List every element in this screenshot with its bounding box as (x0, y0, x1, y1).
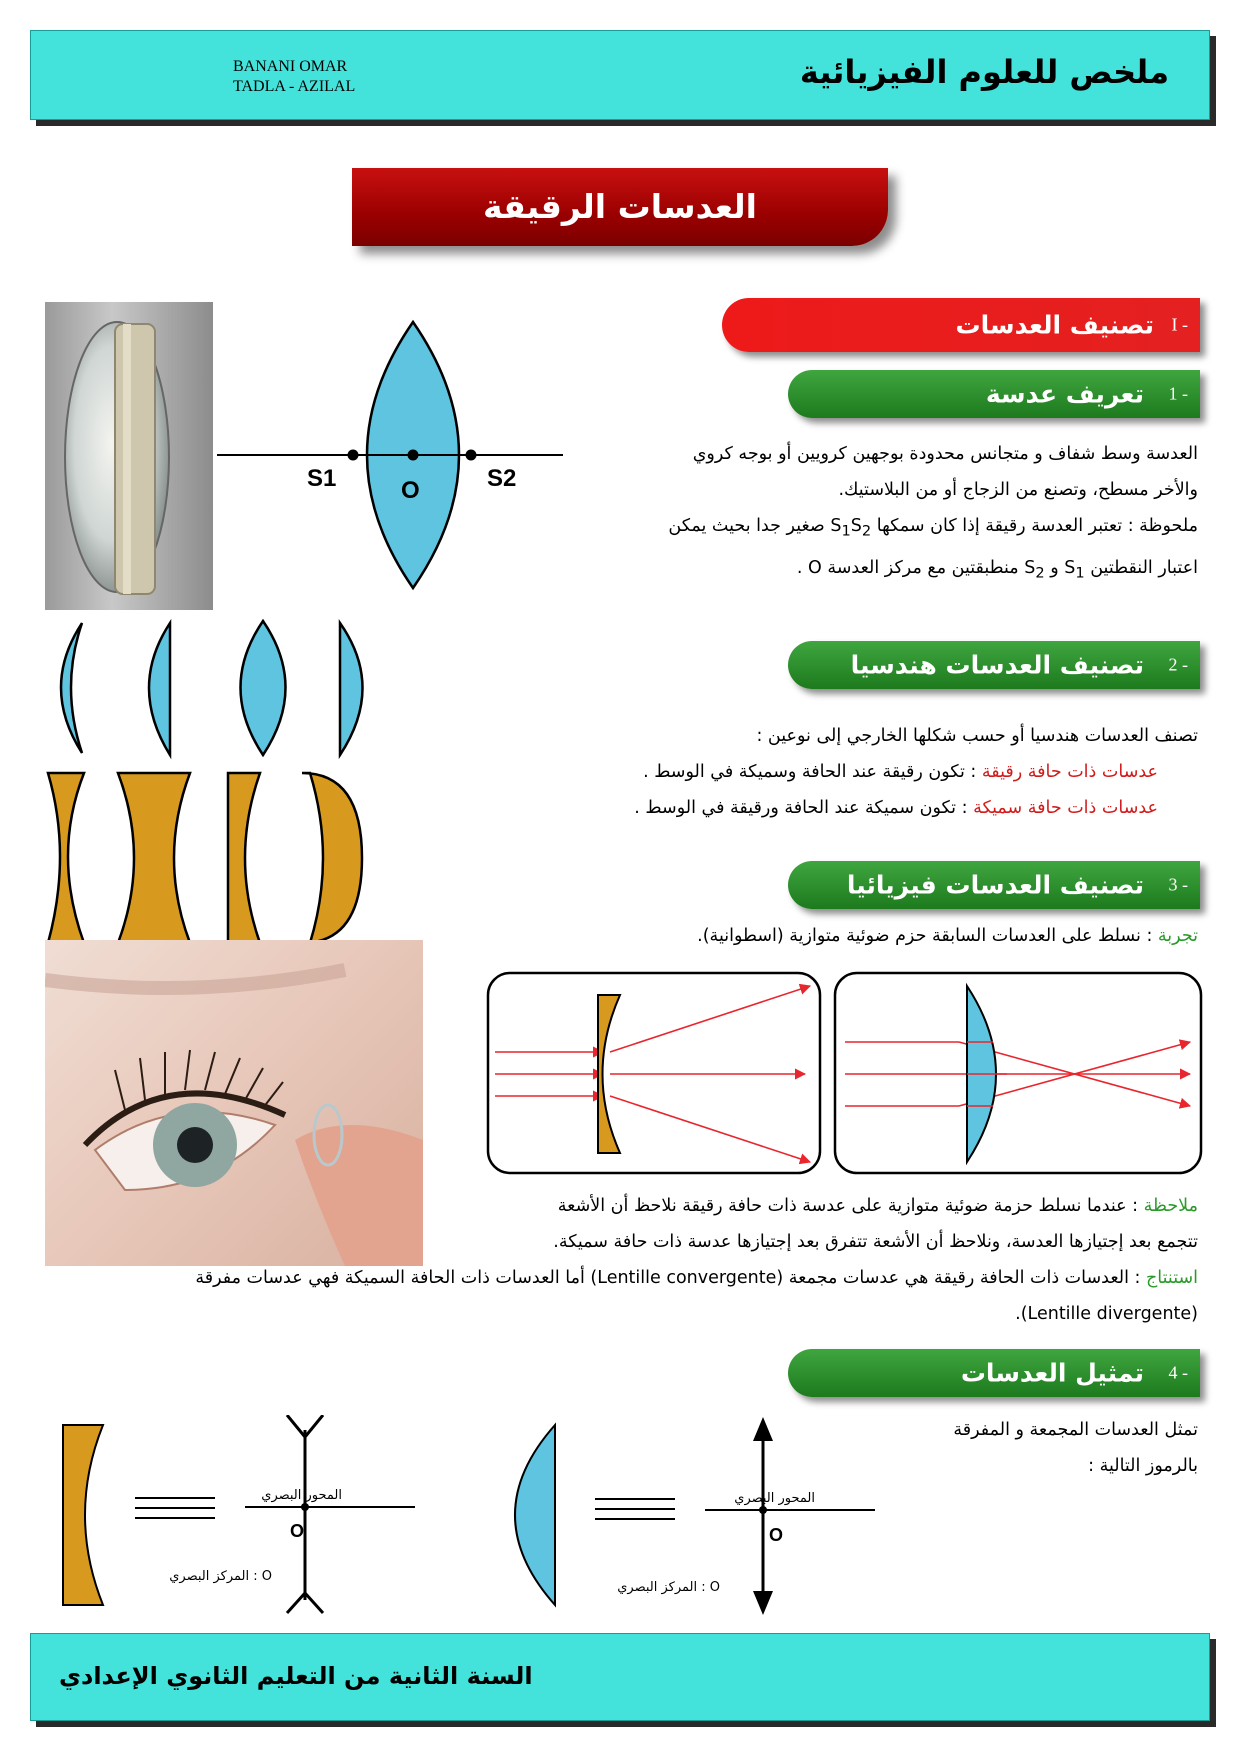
note-text: اعتبار النقطتين (1090, 557, 1198, 578)
lesson-title: العدسات الرقيقة (352, 168, 888, 246)
center-label: O (290, 1521, 305, 1541)
lens-diagram (215, 318, 565, 594)
experiment-diagrams (485, 970, 1205, 1176)
equivalence-symbol (135, 1498, 215, 1518)
lens-symbols-diagram (55, 1415, 895, 1615)
geometric-paragraph (634, 718, 1198, 826)
experiment-label: تجربة (1157, 926, 1198, 946)
plano-convex-lens-right (340, 623, 363, 755)
subsection-title: تمثيل العدسات (960, 1358, 1144, 1388)
observation-paragraph (195, 1188, 1198, 1332)
symbol-subscript: 2 (861, 522, 872, 540)
subsection-number: 1 - (1168, 383, 1188, 404)
subsection-title: تعريف عدسة (985, 379, 1144, 409)
optical-center-label: O : المركز البصري (617, 1580, 720, 1595)
conclusion-line (195, 1260, 1198, 1296)
point-s1 (1064, 557, 1085, 581)
thick-edge-desc: : تكون سميكة عند الحافة ورقيقة في الوسط . (634, 798, 974, 818)
center-o-dot (408, 450, 419, 461)
subsection-number: 3 - (1168, 874, 1188, 895)
meniscus-converging-lens (61, 623, 82, 753)
subsection-heading-physical (788, 861, 1200, 909)
subsection-title: تصنيف العدسات فيزيائيا (846, 870, 1144, 900)
lens-photo (45, 302, 213, 610)
converging-lens-real (515, 1425, 555, 1605)
experiment-text: : نسلط على العدسات السابقة حزم ضوئية متوازية (اسطوانية). (697, 926, 1158, 946)
subsection-number: 2 - (1168, 654, 1188, 675)
subsection-number: 4 - (1168, 1362, 1188, 1383)
label-s1: S1 (307, 465, 337, 492)
meniscus-diverging-lens (48, 773, 84, 943)
symbol-s: S (1024, 557, 1036, 578)
thin-edge-label: عدسات ذات حافة رقيقة (981, 762, 1158, 782)
note-text: صغير جدا بحيث يمكن (668, 516, 825, 536)
section-number: I - (1171, 314, 1188, 335)
thin-lens-note-line (668, 550, 1198, 592)
thin-edge-desc: : تكون رقيقة عند الحافة وسميكة في الوسط . (643, 762, 982, 782)
subsection-heading-representation (788, 1349, 1200, 1397)
symbol-s: S (850, 516, 862, 536)
plano-concave-lens (228, 773, 260, 943)
symbol-subscript: 2 (1035, 564, 1045, 581)
page-title: ملخص للعلوم الفيزيائية (799, 53, 1169, 91)
definition-paragraph (668, 436, 1198, 591)
conclusion-line: (Lentille divergente). (1015, 1304, 1198, 1324)
footer-text: السنة الثانية من التعليم الثانوي الإعدادي (59, 1662, 533, 1690)
lens-shapes-grid (40, 615, 390, 965)
definition-line: العدسة وسط شفاف و متجانس محدودة بوجهين كرويين أو بوجه كروي (692, 444, 1198, 464)
observation-text: : عندما نسلط حزمة ضوئية متوازية على عدسة ذات حافة رقيقة نلاحظ أن الأشعة (557, 1196, 1144, 1216)
conclusion-label: استنتاج (1146, 1268, 1198, 1288)
section-title: تصنيف العدسات (955, 310, 1154, 340)
plano-convex-lens (149, 623, 170, 755)
optical-center-label: O : المركز البصري (169, 1569, 272, 1584)
symbol-s: S (830, 516, 842, 536)
symbol-s: S (1064, 557, 1076, 578)
label-s2: S2 (487, 465, 517, 492)
subsection-title: تصنيف العدسات هندسيا (850, 650, 1144, 680)
header-banner (30, 30, 1210, 120)
footer-banner (30, 1633, 1210, 1721)
symbol-subscript: 1 (841, 522, 851, 540)
author-block (233, 57, 355, 97)
observation-label: ملاحظة (1143, 1196, 1198, 1216)
subsection-heading-definition (788, 370, 1200, 418)
note-text: ملحوظة : تعتبر العدسة رقيقة إذا كان سمكها (876, 516, 1198, 536)
observation-line (195, 1188, 1198, 1224)
lens-photo-drawing (45, 302, 213, 610)
optical-axis-label: المحور البصري (261, 1488, 342, 1503)
thickness-symbol (830, 516, 872, 540)
equivalence-symbol (595, 1499, 675, 1519)
center-label: O (769, 1525, 784, 1545)
geometric-intro: تصنف العدسات هندسيا أو حسب شكلها الخارجي إلى نوعين : (756, 726, 1198, 746)
author-name: BANANI OMAR (233, 58, 348, 75)
conclusion-text: : العدسات ذات الحافة رقيقة هي عدسات مجمعة (Lentille convergente) أما العدسات ذات الحافة السميكة فهي عدسات مفرقة (195, 1268, 1146, 1288)
thick-edge-item (634, 790, 1198, 826)
author-location: TADLA - AZILAL (233, 78, 356, 95)
thin-edge-item (634, 754, 1198, 790)
representation-paragraph (953, 1412, 1198, 1484)
point-s1-dot (348, 450, 359, 461)
symbol-subscript: 1 (1075, 564, 1085, 581)
note-text: و (1050, 557, 1059, 578)
representation-line: تمثل العدسات المجمعة و المفرقة (953, 1420, 1198, 1440)
representation-line: بالرموز التالية : (1088, 1456, 1198, 1476)
observation-line: تتجمع بعد إجتيازها العدسة، ونلاحظ أن الأشعة تتفرق بعد إجتيازها عدسة ذات حافة سميكة. (553, 1232, 1198, 1252)
label-o: O (401, 477, 420, 504)
section-heading-classification (722, 298, 1200, 352)
biconvex-lens (241, 621, 286, 755)
thin-lens-note-line (668, 508, 1198, 550)
point-s2 (1024, 557, 1045, 581)
diverging-experiment-box (488, 973, 820, 1173)
point-s2-dot (466, 450, 477, 461)
biconcave-lens (118, 773, 190, 943)
note-text: منطبقتين مع مركز العدسة O . (796, 557, 1019, 578)
diverging-lens-real (63, 1425, 103, 1605)
thick-edge-label: عدسات ذات حافة سميكة (973, 798, 1158, 818)
converging-experiment-box (835, 973, 1201, 1173)
converging-lens-symbol (705, 1417, 875, 1615)
subsection-heading-geometric (788, 641, 1200, 689)
meniscus-diverging-lens-right (302, 773, 362, 943)
experiment-line (697, 918, 1198, 954)
definition-line: والأخر مسطح، وتصنع من الزجاج أو من البلاستيك. (838, 480, 1198, 500)
optical-axis-label: المحور البصري (734, 1491, 815, 1506)
